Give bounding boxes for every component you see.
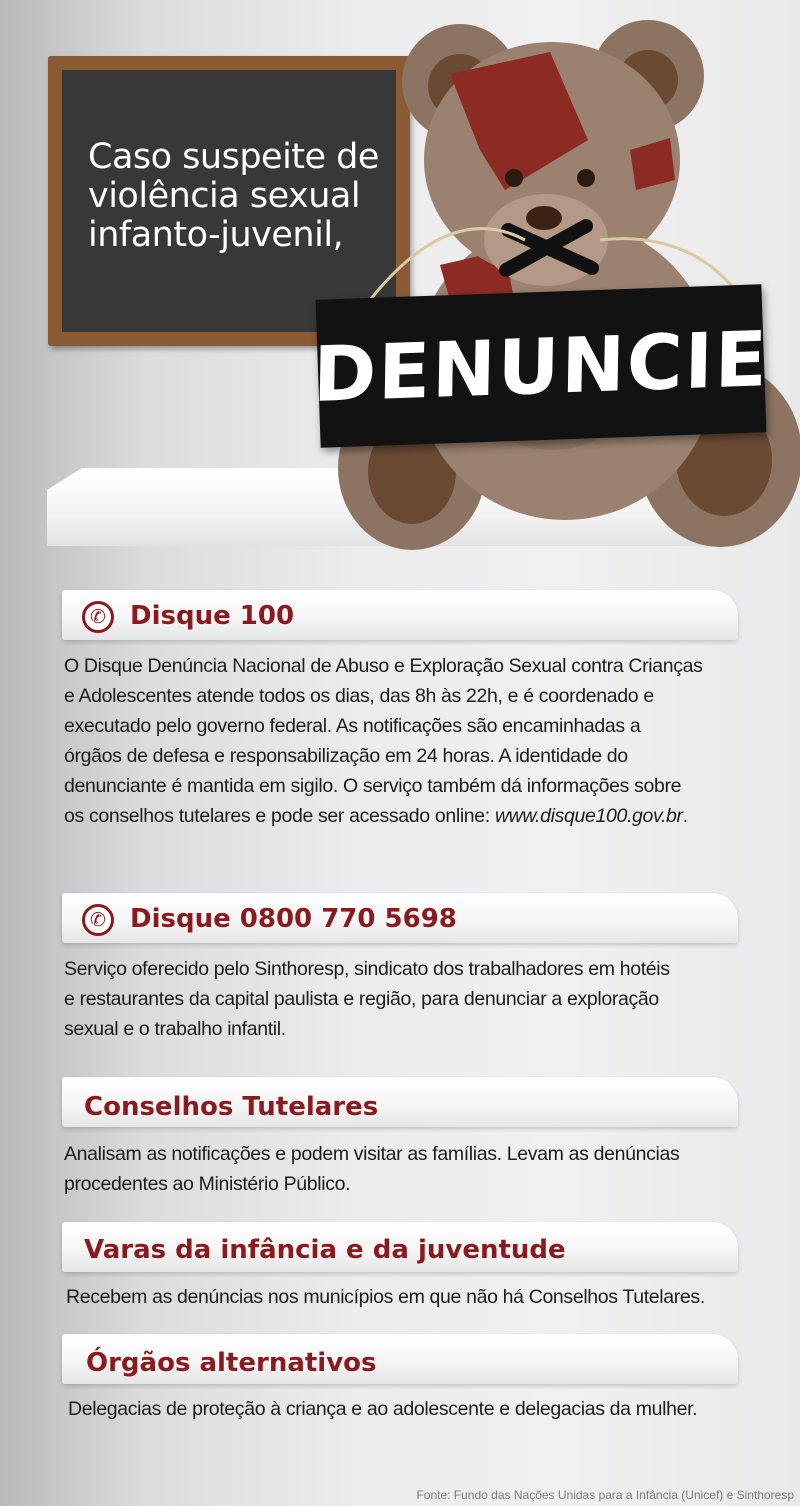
section-body: Delegacias de proteção à criança e ao adolescente e delegacias da mulher. <box>68 1398 698 1420</box>
disque100-link[interactable]: www.disque100.gov.br <box>494 805 683 827</box>
sign-text: DENUNCIE <box>312 313 770 419</box>
section-title: Conselhos Tutelares <box>84 1092 379 1122</box>
denuncie-sign <box>312 284 770 447</box>
section-body: Analisam as notificações e podem visitar as famílias. Levam as denúncias procedentes ao Ministério Público. <box>64 1143 680 1195</box>
section-body: Serviço oferecido pelo Sinthoresp, sindicato dos trabalhadores em hotéis e restaurantes da capital paulista e região, para denunciar a exploração sexual e o trabalho infantil. <box>64 958 670 1040</box>
teddy-bear-illustration <box>330 0 800 560</box>
phone-icon: ✆ <box>82 601 114 633</box>
section-body: O Disque Denúncia Nacional de Abuso e Exploração Sexual contra Crianças e Adolescentes atende todos os dias, das 8h às 22h, e é coordenado e executado pelo governo federal. As notificações são encaminhadas a órgãos de defesa e responsabilização em 24 horas. A identidade do denunciante é mantida em sigilo. O serviço também dá informações sobre os conselhos tutelares e pode ser acessado online: www.disque100.gov.br. <box>64 655 703 827</box>
hero-illustration <box>0 0 800 570</box>
headline-line: infanto-juvenil, <box>88 215 344 255</box>
section-title: Varas da infância e da juventude <box>84 1235 566 1265</box>
source-note: Fonte: Fundo das Nações Unidas para a Infância (Unicef) e Sinthoresp <box>416 1488 794 1502</box>
headline-line: violência sexual <box>88 176 361 216</box>
section-title: Disque 0800 770 5698 <box>130 904 457 934</box>
section-title: Órgãos alternativos <box>86 1348 377 1378</box>
headline-line: Caso suspeite de <box>88 137 379 177</box>
phone-icon: ✆ <box>82 904 114 936</box>
section-body: Recebem as denúncias nos municípios em que não há Conselhos Tutelares. <box>66 1286 705 1308</box>
section-title: Disque 100 <box>130 601 295 631</box>
